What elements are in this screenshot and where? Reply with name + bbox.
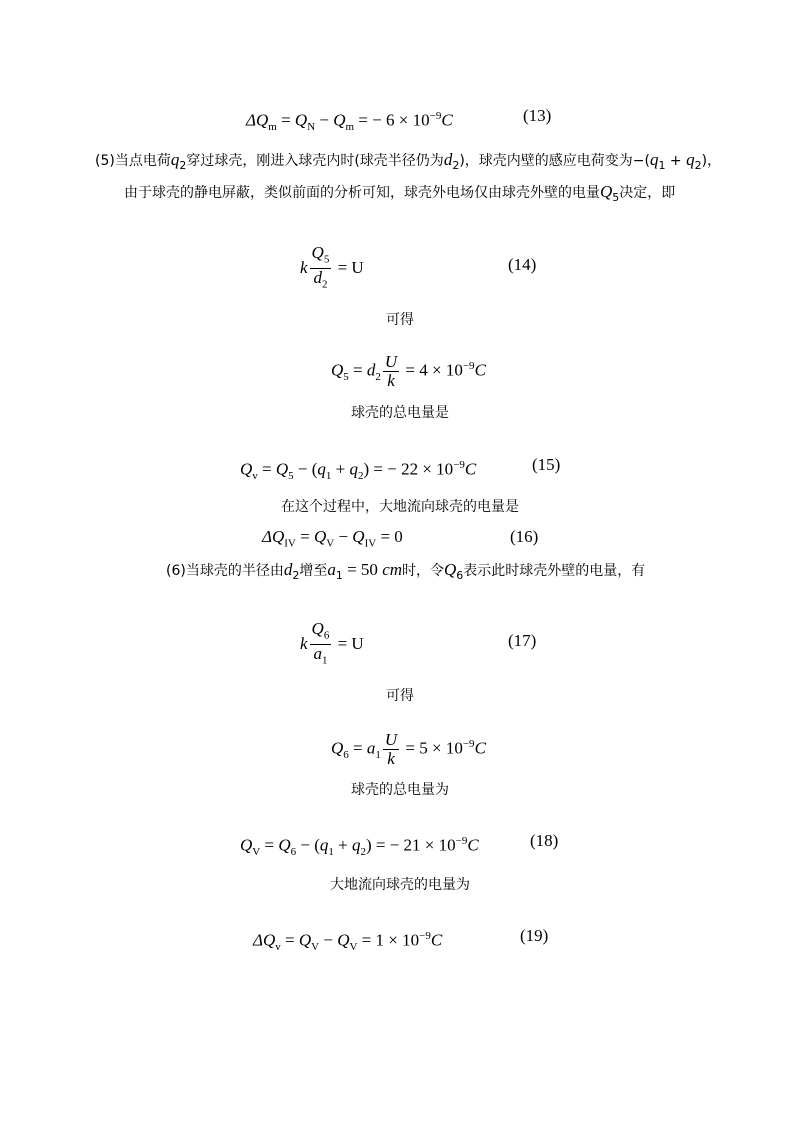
equation-15: $Q_v = Q_5 - (q_1 + q_2)$ = − $22 \times 10^{-9}C$ [240, 459, 477, 483]
equation-number-15: (15) [532, 455, 561, 474]
eq17-fraction: $\frac{Q_6}{a_1}$ [311, 619, 330, 667]
equation-number-13: (13) [523, 106, 552, 125]
equation-number-19: (19) [520, 926, 549, 945]
text-kede-1: 可得 [386, 312, 414, 328]
equation-13: $\Delta Q_m = Q_N - Q_m$ = − $6 \times 10^{-9}C$ [246, 110, 453, 134]
equation-17: k $\frac{Q_6}{a_1}$ = U [300, 620, 364, 670]
paragraph-5-line-2: 由于球壳的静电屏蔽，类似前面的分析可知，球壳外电场仅由球壳外壁的电量$Q_5$决定，即 [124, 182, 676, 204]
eq14-fraction: $\frac{Q_5}{d_2}$ [311, 243, 330, 291]
equation-number-18: (18) [530, 831, 559, 850]
equation-17b: $Q_6 = a_1$ $\frac{U}{k}$ = $5 \times 10^{-9}C$ [331, 730, 486, 769]
text-total-charge-2: 球壳的总电量为 [351, 782, 449, 798]
eq17b-fraction: $\frac{U}{k}$ [384, 730, 398, 769]
equation-14b: $Q_5 = d_2$ $\frac{U}{k}$ = $4 \times 10^{-9}C$ [331, 352, 486, 391]
text-kede-2: 可得 [386, 688, 414, 704]
text-process: 在这个过程中，大地流向球壳的电量是 [281, 499, 519, 515]
equation-14: k $\frac{Q_5}{d_2}$ = U [300, 244, 364, 294]
paragraph-5-line-1: (5)当点电荷$q_2$穿过球壳，刚进入球壳内时(球壳半径仍为$d_2$)，球壳内壁的感应电荷变为$-(q_1 + q_2)$， [95, 150, 722, 172]
equation-16: $\Delta Q_{IV} = Q_V - Q_{IV} = 0$ [262, 527, 403, 550]
paragraph-6: (6)当球壳的半径由$d_2$增至$a_1 = 50$ cm时，令$Q_6$表示此时球壳外壁的电量，有 [166, 560, 646, 582]
eq14b-fraction: $\frac{U}{k}$ [384, 352, 398, 391]
text-total-charge-1: 球壳的总电量是 [351, 405, 449, 421]
equation-number-17: (17) [508, 631, 537, 650]
text-earth-flow: 大地流向球壳的电量为 [330, 877, 470, 893]
eq13-lhs: ΔQ [246, 110, 269, 130]
equation-number-16: (16) [510, 527, 539, 546]
equation-19: $\Delta Q_v = Q_V - Q_V = 1 \times 10^{-9}C$ [253, 930, 443, 954]
equation-number-14: (14) [508, 255, 537, 274]
equation-18: $Q_V = Q_6 - (q_1 + q_2)$ = − $21 \times 10^{-9}C$ [240, 835, 479, 859]
